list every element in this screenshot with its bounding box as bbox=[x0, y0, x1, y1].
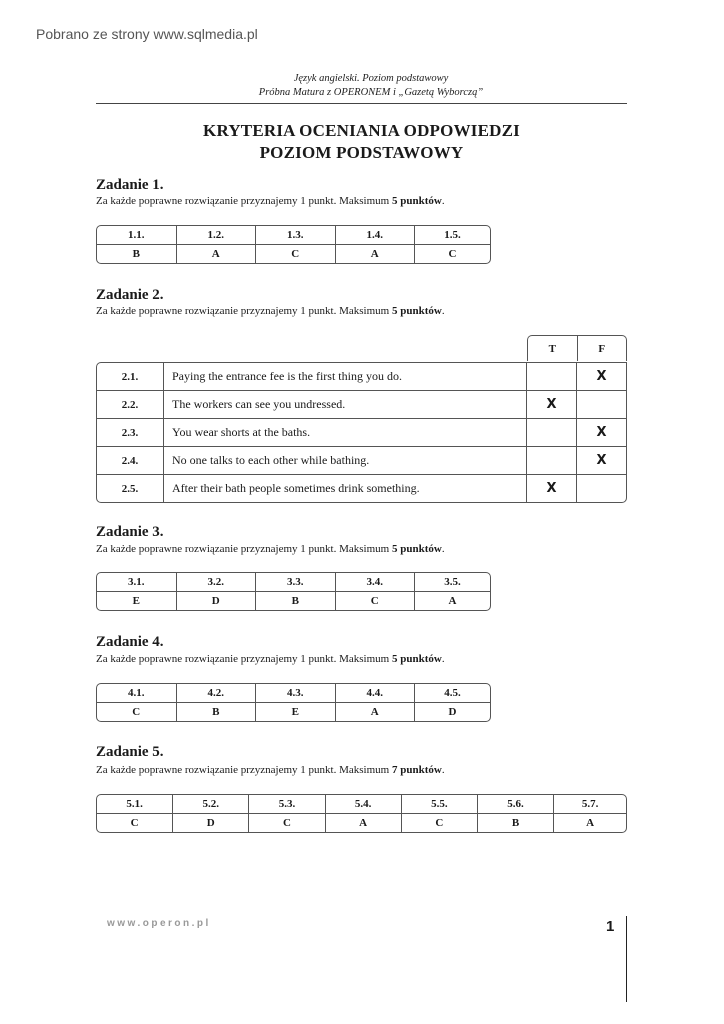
true-mark-cell: X bbox=[527, 475, 577, 502]
task-5-description: Za każde poprawne rozwiązanie przyznajemy 1 punkt. Maksimum 7 punktów. bbox=[96, 764, 445, 776]
item-answer: A bbox=[177, 245, 257, 263]
item-number: 2.5. bbox=[97, 475, 164, 502]
task-3-answer-table bbox=[96, 572, 491, 611]
item-answer: D bbox=[177, 592, 257, 610]
task-3-max-points: 5 punktów bbox=[391, 543, 442, 555]
header-subject: Język angielski. Poziom podstawowy bbox=[293, 73, 449, 84]
table-row bbox=[97, 391, 626, 419]
item-answer: B bbox=[478, 814, 554, 832]
item-answer: D bbox=[448, 706, 457, 718]
item-number: 4.1. bbox=[97, 684, 177, 703]
task-2-description: Za każde poprawne rozwiązanie przyznajemy 1 punkt. Maksimum 5 punktów. bbox=[96, 305, 445, 317]
item-number: 2.3. bbox=[97, 419, 164, 447]
item-number: 1.4. bbox=[336, 226, 416, 245]
item-number: 4.2. bbox=[177, 684, 257, 703]
false-mark-cell: X bbox=[577, 447, 626, 475]
item-number: 3.1. bbox=[97, 573, 177, 592]
item-number: 5.1. bbox=[97, 795, 173, 814]
task-4-description: Za każde poprawne rozwiązanie przyznajemy 1 punkt. Maksimum 5 punktów. bbox=[96, 653, 445, 665]
table-row bbox=[97, 475, 626, 502]
table-row bbox=[97, 703, 490, 721]
item-number: 5.2. bbox=[173, 795, 249, 814]
item-answer: A bbox=[586, 817, 595, 829]
statement-text: Paying the entrance fee is the first thing you do. bbox=[164, 363, 527, 391]
item-answer: E bbox=[97, 592, 177, 610]
item-number: 1.1. bbox=[97, 226, 177, 245]
false-mark-cell: X bbox=[577, 419, 626, 447]
item-number: 4.4. bbox=[336, 684, 416, 703]
item-answer: C bbox=[448, 248, 457, 260]
item-number: 3.3. bbox=[256, 573, 336, 592]
item-answer: C bbox=[97, 703, 177, 721]
page-number: 1 bbox=[606, 918, 615, 935]
header-exam: Próbna Matura z OPERONEM i „Gazetą Wyborczą” bbox=[258, 87, 484, 98]
table-row bbox=[97, 795, 626, 814]
true-column-header: T bbox=[528, 336, 578, 361]
footer-vertical-rule bbox=[626, 916, 627, 1002]
item-number: 5.4. bbox=[326, 795, 402, 814]
table-row bbox=[97, 573, 490, 592]
item-number: 5.3. bbox=[249, 795, 325, 814]
item-number: 4.5. bbox=[415, 684, 490, 703]
task-4-max-points: 5 punktów bbox=[391, 653, 442, 665]
item-answer: C bbox=[249, 814, 325, 832]
header-divider bbox=[96, 103, 627, 104]
task-1-description: Za każde poprawne rozwiązanie przyznajemy 1 punkt. Maksimum 5 punktów. bbox=[96, 195, 445, 207]
true-mark-cell: X bbox=[527, 391, 577, 419]
item-answer: A bbox=[336, 703, 416, 721]
item-answer: C bbox=[336, 592, 416, 610]
page-title: KRYTERIA OCENIANIA ODPOWIEDZI bbox=[203, 121, 520, 140]
task-5-max-points: 7 punktów bbox=[391, 764, 442, 776]
table-row bbox=[97, 684, 490, 703]
task-1-title: Zadanie 1. bbox=[96, 177, 164, 193]
item-answer: E bbox=[256, 703, 336, 721]
page-subtitle: POZIOM PODSTAWOWY bbox=[259, 143, 464, 162]
task-3-description: Za każde poprawne rozwiązanie przyznajemy 1 punkt. Maksimum 5 punktów. bbox=[96, 543, 445, 555]
task-1-max-points: 5 punktów bbox=[391, 195, 442, 207]
item-number: 5.6. bbox=[478, 795, 554, 814]
table-row bbox=[97, 363, 626, 391]
item-number: 5.7. bbox=[554, 795, 626, 814]
task-4-desc-text: Za każde poprawne rozwiązanie przyznajemy 1 punkt. Maksimum bbox=[96, 653, 392, 665]
item-answer: D bbox=[173, 814, 249, 832]
task-5-answer-table bbox=[96, 794, 627, 833]
task-3-desc-text: Za każde poprawne rozwiązanie przyznajemy 1 punkt. Maksimum bbox=[96, 543, 392, 555]
item-number: 2.2. bbox=[97, 391, 164, 419]
item-number: 1.3. bbox=[256, 226, 336, 245]
item-answer: B bbox=[256, 592, 336, 610]
footer-url: www.operon.pl bbox=[107, 918, 211, 929]
item-answer: B bbox=[177, 703, 257, 721]
item-answer: A bbox=[448, 595, 457, 607]
item-number: 3.2. bbox=[177, 573, 257, 592]
task-2-title: Zadanie 2. bbox=[96, 287, 164, 303]
table-row bbox=[97, 447, 626, 475]
false-mark-cell: X bbox=[577, 363, 626, 391]
source-note: Pobrano ze strony www.sqlmedia.pl bbox=[36, 26, 258, 42]
table-row bbox=[97, 245, 490, 263]
task-4-answer-table bbox=[96, 683, 491, 722]
item-number: 1.2. bbox=[177, 226, 257, 245]
statement-text: You wear shorts at the baths. bbox=[164, 419, 527, 447]
task-1-desc-text: Za każde poprawne rozwiązanie przyznajemy 1 punkt. Maksimum bbox=[96, 195, 392, 207]
task-5-title: Zadanie 5. bbox=[96, 744, 164, 760]
table-row bbox=[97, 226, 490, 245]
item-answer: A bbox=[336, 245, 416, 263]
true-false-header bbox=[527, 335, 627, 361]
task-2-max-points: 5 punktów bbox=[391, 305, 442, 317]
item-number: 4.3. bbox=[256, 684, 336, 703]
item-answer: C bbox=[97, 814, 173, 832]
table-row bbox=[97, 592, 490, 610]
false-mark-cell bbox=[577, 475, 626, 502]
true-mark-cell bbox=[527, 419, 577, 447]
false-column-header: F bbox=[598, 342, 606, 355]
task-2-desc-text: Za każde poprawne rozwiązanie przyznajemy 1 punkt. Maksimum bbox=[96, 305, 392, 317]
item-answer: C bbox=[402, 814, 478, 832]
task-4-title: Zadanie 4. bbox=[96, 634, 164, 650]
table-row bbox=[97, 419, 626, 447]
item-number: 1.5. bbox=[415, 226, 490, 245]
item-answer: C bbox=[256, 245, 336, 263]
item-number: 3.5. bbox=[415, 573, 490, 592]
table-row bbox=[97, 814, 626, 832]
item-number: 2.4. bbox=[97, 447, 164, 475]
item-number: 3.4. bbox=[336, 573, 416, 592]
item-answer: A bbox=[326, 814, 402, 832]
true-mark-cell bbox=[527, 363, 577, 391]
true-mark-cell bbox=[527, 447, 577, 475]
task-1-answer-table bbox=[96, 225, 491, 264]
false-mark-cell bbox=[577, 391, 626, 419]
statement-text: No one talks to each other while bathing. bbox=[164, 447, 527, 475]
statement-text: The workers can see you undressed. bbox=[164, 391, 527, 419]
item-number: 5.5. bbox=[402, 795, 478, 814]
task-2-true-false-table bbox=[96, 362, 627, 503]
statement-text: After their bath people sometimes drink something. bbox=[164, 475, 527, 502]
item-number: 2.1. bbox=[97, 363, 164, 391]
task-5-desc-text: Za każde poprawne rozwiązanie przyznajemy 1 punkt. Maksimum bbox=[96, 764, 392, 776]
task-3-title: Zadanie 3. bbox=[96, 524, 164, 540]
item-answer: B bbox=[97, 245, 177, 263]
